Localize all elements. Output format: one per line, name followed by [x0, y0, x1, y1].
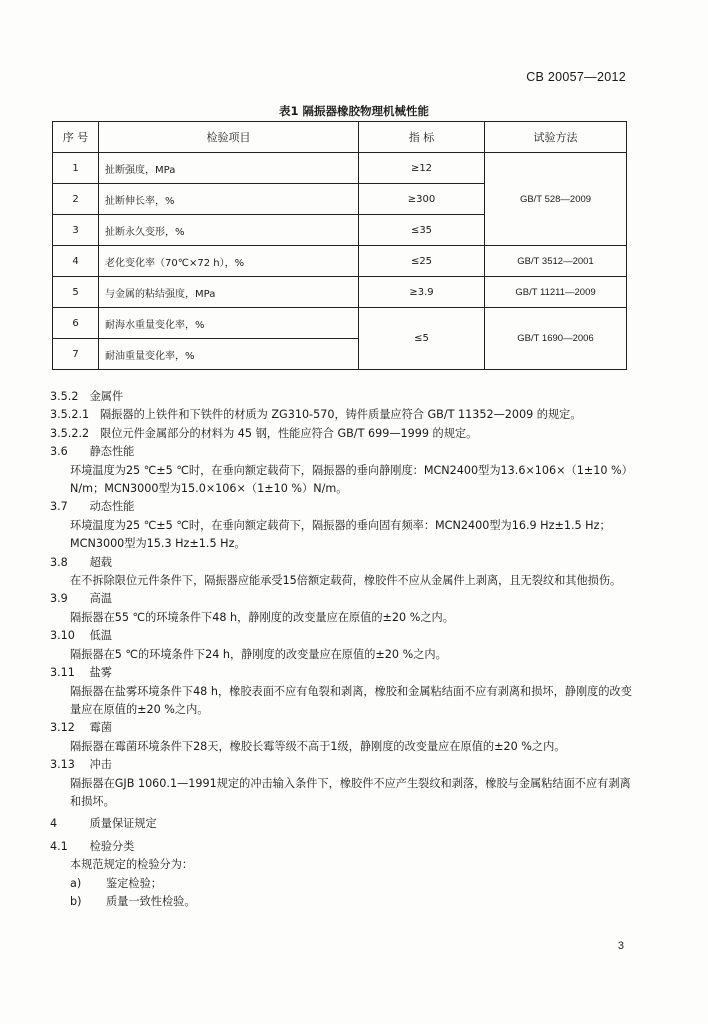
section-heading — [50, 590, 638, 608]
section-heading — [50, 388, 638, 406]
table-title: 表1 隔振器橡胶物理机械性能 — [278, 104, 429, 118]
test-item: 扯断伸长率，% — [99, 184, 359, 215]
clause — [50, 406, 638, 424]
section-title: 冲击 — [89, 758, 112, 772]
list-item — [50, 893, 638, 911]
section-title: 霉菌 — [89, 721, 112, 735]
paragraph: 隔振器在55 ℃的环境条件下48 h，静刚度的改变量应在原值的±20 %之内。 — [70, 610, 454, 624]
section-number: 3.7 — [50, 500, 68, 514]
clause-number: 3.5.2.1 — [50, 408, 90, 422]
section-heading — [50, 838, 638, 856]
test-item: 扯断永久变形，% — [99, 215, 359, 246]
test-item: 扯断强度，MPa — [99, 153, 359, 184]
row-number: 1 — [53, 153, 99, 184]
paragraph: 隔振器在盐雾环境条件下48 h，橡胶表面不应有龟裂和剥离，橡胶和金属粘结面不应有剥离和损坏，静刚度的改变量应在原值的±20 %之内。 — [70, 684, 632, 716]
paragraph: 环境温度为25 ℃±5 ℃时，在垂向额定载荷下，隔振器的垂向固有频率：MCN2400型为16.9 Hz±1.5 Hz；MCN3000型为15.3 Hz±1.5 Hz。 — [70, 518, 611, 551]
column-header: 指 标 — [359, 122, 485, 153]
section-heading — [50, 554, 638, 572]
paragraph: 隔振器在5 ℃的环境条件下24 h，静刚度的改变量应在原值的±20 %之内。 — [70, 647, 447, 661]
section-title: 盐雾 — [89, 666, 112, 680]
test-item: 耐海水重量变化率，% — [99, 308, 359, 339]
section-number: 3.12 — [50, 721, 75, 735]
section-heading — [50, 443, 638, 461]
row-number: 4 — [53, 246, 99, 277]
rubber-properties-table — [52, 121, 627, 370]
section-heading — [50, 719, 638, 737]
paragraph: 隔振器在GJB 1060.1—1991规定的冲击输入条件下，橡胶件不应产生裂纹和剥落，橡胶与金属粘结面不应有剥离和损坏。 — [70, 776, 631, 808]
list-item-text: 鉴定检验； — [106, 876, 162, 890]
section-title: 低温 — [89, 629, 112, 643]
section-number: 3.13 — [50, 758, 75, 772]
section-heading — [50, 627, 638, 645]
clause-text: 限位元件金属部分的材料为 45 钢，性能应符合 GB/T 699—1999 的规定。 — [100, 426, 478, 440]
clause-number: 3.5.2.2 — [50, 426, 90, 440]
section-number: 3.9 — [50, 592, 68, 606]
section-heading — [50, 498, 638, 516]
column-header: 序 号 — [53, 122, 99, 153]
list-marker: a) — [70, 876, 82, 890]
table-row — [53, 153, 627, 184]
section-heading — [50, 756, 638, 774]
section-number: 3.6 — [50, 445, 68, 459]
paragraph: 环境温度为25 ℃±5 ℃时，在垂向额定载荷下，隔振器的垂向静刚度：MCN2400型为13.6×106×（1±10 %）N/m；MCN3000型为15.0×106×（1±10 %）N/m。 — [70, 463, 633, 496]
section-heading — [50, 664, 638, 682]
test-method: GB/T 3512—2001 — [485, 246, 627, 277]
index-value: ≥12 — [359, 153, 485, 184]
column-header: 试验方法 — [485, 122, 627, 153]
test-item: 老化变化率（70℃×72 h），% — [99, 246, 359, 277]
table-header-row — [53, 122, 627, 153]
section-title: 高温 — [89, 592, 112, 606]
section-number: 3.5.2 — [50, 390, 79, 403]
test-method: GB/T 1690—2006 — [485, 308, 627, 370]
list-item-text: 质量一致性检验。 — [106, 894, 196, 908]
test-item: 耐油重量变化率，% — [99, 339, 359, 370]
index-value: ≥300 — [359, 184, 485, 215]
row-number: 5 — [53, 277, 99, 308]
clause — [50, 425, 638, 443]
row-number: 3 — [53, 215, 99, 246]
table-row — [53, 308, 627, 339]
clause-text: 隔振器的上铁件和下铁件的材质为 ZG310-570，铸件质量应符合 GB/T 11352—2009 的规定。 — [100, 408, 582, 422]
section-title: 金属件 — [89, 390, 124, 403]
list-item — [50, 875, 638, 893]
section-number: 3.11 — [50, 666, 75, 680]
chapter-title: 质量保证规定 — [89, 817, 157, 831]
test-method: GB/T 11211—2009 — [485, 277, 627, 308]
row-number: 2 — [53, 184, 99, 215]
body-text — [50, 388, 638, 911]
list-marker: b) — [70, 894, 82, 908]
section-title: 静态性能 — [89, 445, 135, 459]
standard-number: CB 20057—2012 — [526, 70, 626, 84]
chapter-number: 4 — [50, 817, 58, 831]
section-number: 3.8 — [50, 555, 68, 569]
table-row — [53, 277, 627, 308]
chapter-heading — [50, 815, 638, 833]
column-header: 检验项目 — [99, 122, 359, 153]
index-value: ≥3.9 — [359, 277, 485, 308]
section-number: 4.1 — [50, 839, 68, 853]
paragraph: 隔振器在霉菌环境条件下28天，橡胶长霉等级不高于1级，静刚度的改变量应在原值的±20 %之内。 — [70, 739, 566, 753]
paragraph: 在不拆除限位元件条件下，隔振器应能承受15倍额定载荷，橡胶件不应从金属件上剥离，且无裂纹和其他损伤。 — [70, 574, 622, 588]
row-number: 7 — [53, 339, 99, 370]
index-value: ≤35 — [359, 215, 485, 246]
table-row — [53, 246, 627, 277]
section-title: 超载 — [89, 555, 112, 569]
row-number: 6 — [53, 308, 99, 339]
test-item: 与金属的粘结强度，MPa — [99, 277, 359, 308]
index-value: ≤25 — [359, 246, 485, 277]
section-title: 检验分类 — [89, 839, 135, 853]
paragraph: 本规范规定的检验分为： — [70, 858, 194, 872]
test-method: GB/T 528—2009 — [485, 153, 627, 246]
section-number: 3.10 — [50, 629, 75, 643]
section-title: 动态性能 — [89, 500, 135, 514]
page-number: 3 — [617, 940, 624, 952]
index-value: ≤5 — [359, 308, 485, 370]
